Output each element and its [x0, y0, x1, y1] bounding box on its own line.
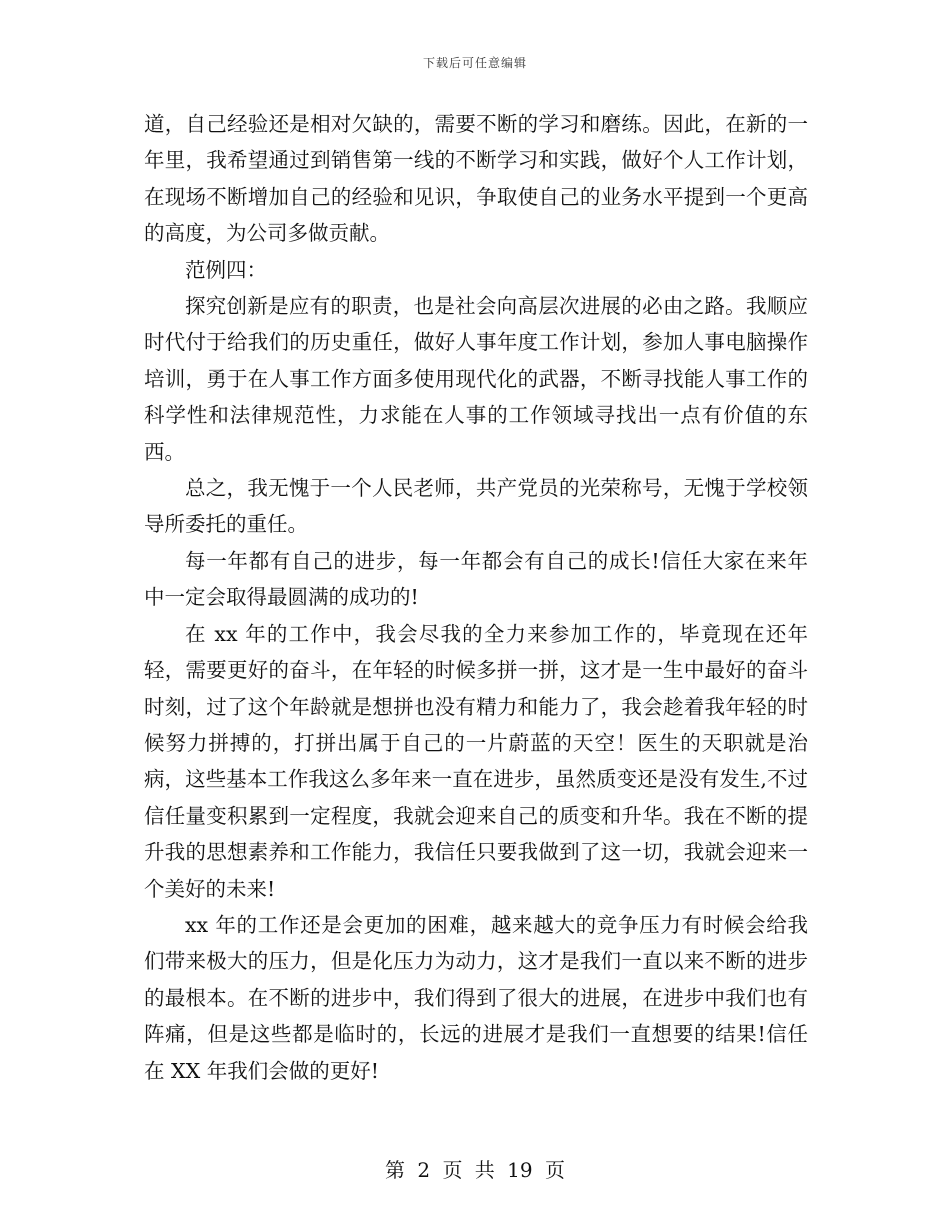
document-body [144, 106, 808, 1089]
page-header: 下载后可任意编辑 [422, 56, 527, 70]
page-number-footer: 第 2 页 共 19 页 [385, 1158, 565, 1182]
paragraph-innovation: 探究创新是应有的职责，也是社会向高层次进展的必由之路。我顺应时代付于给我们的历史重任，做好人事年度工作计划，参加人事电脑操作培训，勇于在人事工作方面多使用现代化的武器，不断寻找能人事工作的科学性和法律规范性，力求能在人事的工作领域寻找出一点有价值的东西。 [144, 294, 808, 464]
paragraph-work-plan: 在 xx 年的工作中，我会尽我的全力来参加工作的，毕竟现在还年轻，需要更好的奋斗，在年轻的时候多拼一拼，这才是一生中最好的奋斗时刻，过了这个年龄就是想拼也没有精力和能力了，我会趁着我年轻的时候努力拼搏的，打拼出属于自己的一片蔚蓝的天空！医生的天职就是治病，这些基本工作我这么多年来一直在进步，虽然质变还是没有发生,不过信任量变积累到一定程度，我就会迎来自己的质变和升华。我在不断的提升我的思想素养和工作能力，我信任只要我做到了这一切，我就会迎来一个美好的未来! [144, 621, 808, 901]
paragraph-continuation: 道，自己经验还是相对欠缺的，需要不断的学习和磨练。因此，在新的一年里，我希望通过到销售第一线的不断学习和实践，做好个人工作计划，在现场不断增加自己的经验和见识，争取使自己的业务水平提到一个更高的高度，为公司多做贡献。 [144, 112, 808, 246]
paragraph-progress: 每一年都有自己的进步，每一年都会有自己的成长!信任大家在来年中一定会取得最圆满的成功的! [144, 548, 808, 610]
paragraph-future: xx 年的工作还是会更加的困难，越来越大的竞争压力有时候会给我们带来极大的压力，但是化压力为动力，这才是我们一直以来不断的进步的最根本。在不断的进步中，我们得到了很大的进展，在进步中我们也有阵痛，但是这些都是临时的，长远的进展才是我们一直想要的结果!信任在 XX 年我们会做的更好! [144, 912, 808, 1083]
paragraph-summary: 总之，我无愧于一个人民老师，共产党员的光荣称号，无愧于学校领导所委托的重任。 [144, 476, 808, 537]
section-heading-example-four: 范例四： [185, 257, 267, 282]
